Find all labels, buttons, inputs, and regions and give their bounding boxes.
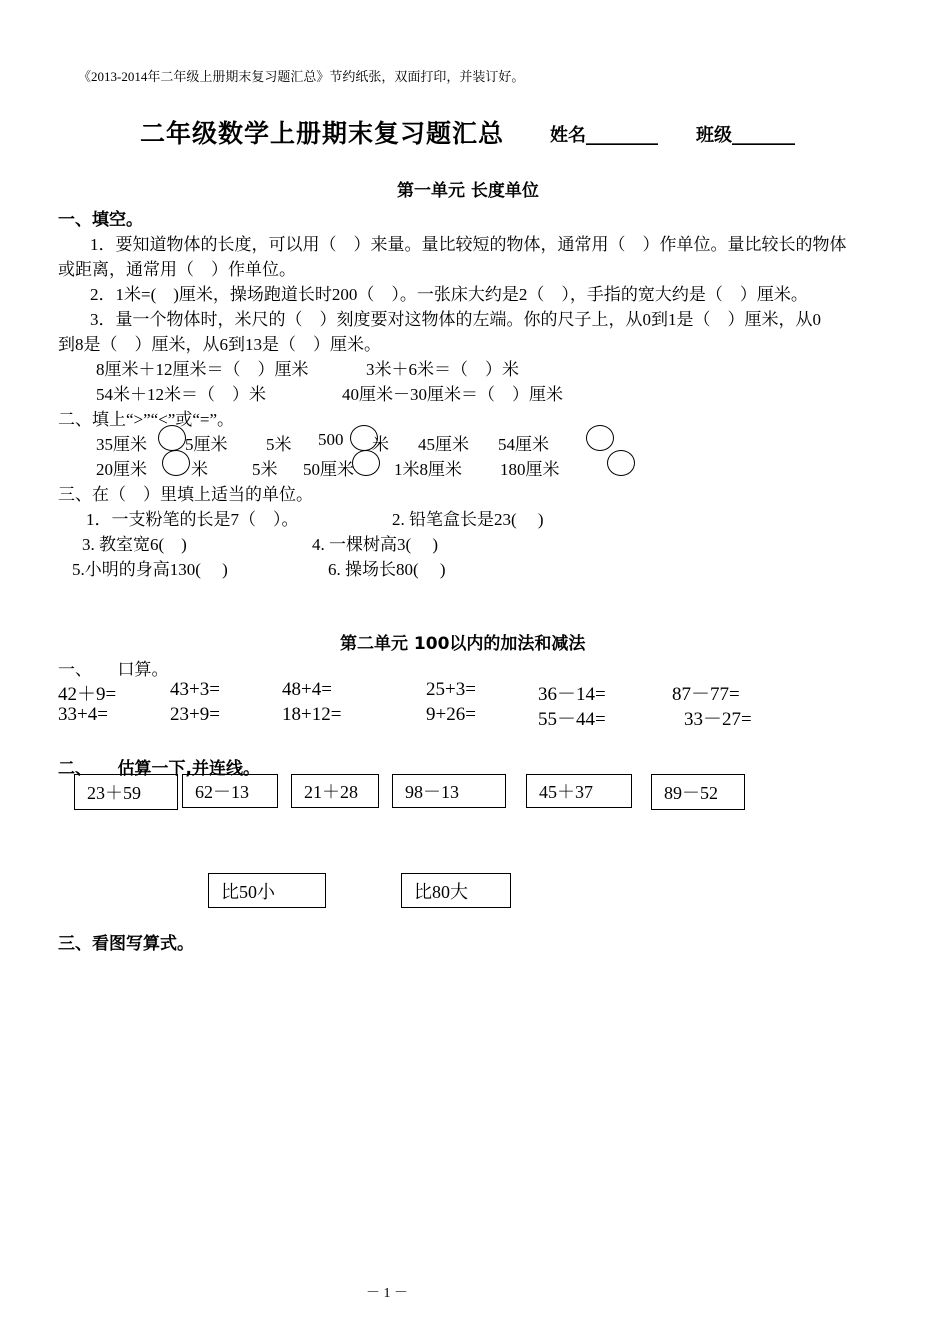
target-box[interactable]: 比80大 — [401, 873, 511, 908]
unit1-section2-heading: 二、填上“>”“<”或“=”。 — [58, 410, 235, 429]
compare-blank-circle[interactable] — [352, 450, 380, 476]
equation-1a: 8厘米＋12厘米＝（ ）厘米 — [96, 360, 309, 379]
class-field-label: 班级_______ — [696, 125, 795, 146]
oral-calc: 55－44= — [538, 709, 606, 730]
compare-item: 54厘米 — [498, 435, 549, 454]
compare-item: 1米8厘米 — [394, 460, 462, 479]
unit2-section2-heading: 二、 估算一下,并连线。 — [58, 759, 260, 779]
oral-calc: 87－77= — [672, 684, 740, 705]
unit2-title: 第二单元 100以内的加法和减法 — [340, 634, 586, 654]
compare-item: 45厘米 — [418, 435, 469, 454]
oral-calc: 43+3= — [170, 679, 220, 700]
estimate-box[interactable]: 89－52 — [651, 774, 745, 810]
compare-item: 5米 — [252, 460, 278, 479]
unit1-title: 第一单元 长度单位 — [397, 181, 539, 201]
fill-question: 5.小明的身高130( ) — [72, 560, 228, 579]
compare-item: 米 — [372, 435, 389, 454]
oral-calc: 36－14= — [538, 684, 606, 705]
equation-1b: 3米＋6米＝（ ）米 — [366, 360, 519, 379]
compare-item: 180厘米 — [500, 460, 560, 479]
compare-item: 5厘米 — [185, 435, 228, 454]
compare-item: 20厘米 — [96, 460, 147, 479]
compare-item: 50厘米 — [303, 460, 354, 479]
oral-calc: 33－27= — [684, 709, 752, 730]
compare-blank-circle[interactable] — [607, 450, 635, 476]
equation-2b: 40厘米－30厘米＝（ ）厘米 — [342, 385, 563, 404]
oral-calc: 33+4= — [58, 704, 108, 725]
compare-item: 5米 — [266, 435, 292, 454]
fill-question: 2. 铅笔盒长是23( ) — [392, 510, 544, 529]
unit1-section3-heading: 三、在（ ）里填上适当的单位。 — [58, 485, 313, 504]
compare-blank-circle[interactable] — [162, 450, 190, 476]
compare-blank-circle[interactable] — [586, 425, 614, 451]
compare-item: 米 — [191, 460, 208, 479]
page-number: － 1 － — [366, 1286, 408, 1301]
compare-item: 500 — [318, 430, 344, 449]
unit2-section1-heading: 一、 口算。 — [58, 660, 169, 679]
oral-calc: 25+3= — [426, 679, 476, 700]
oral-calc: 9+26= — [426, 704, 476, 725]
estimate-box[interactable]: 62－13 — [182, 774, 278, 808]
compare-item: 35厘米 — [96, 435, 147, 454]
fill-question: 6. 操场长80( ) — [328, 560, 446, 579]
question-3-line-1: 3．量一个物体时，米尺的（ ）刻度要对这物体的左端。你的尺子上，从0到1是（ ）厘米，从0 — [90, 310, 821, 329]
question-1-line-1: 1．要知道物体的长度，可以用（ ）来量。量比较短的物体，通常用（ ）作单位。量比较长的物体 — [90, 235, 847, 254]
fill-question: 3. 教室宽6( ) — [82, 535, 187, 554]
page-title: 二年级数学上册期末复习题汇总 — [140, 119, 505, 148]
estimate-box[interactable]: 23＋59 — [74, 774, 178, 810]
unit2-section3-heading: 三、看图写算式。 — [58, 934, 194, 954]
compare-blank-circle[interactable] — [158, 425, 186, 451]
unit1-section1-heading: 一、填空。 — [58, 210, 143, 230]
estimate-box[interactable]: 98－13 — [392, 774, 506, 808]
name-field-label: 姓名________ — [550, 125, 658, 146]
fill-question: 4. 一棵树高3( ) — [312, 535, 439, 554]
question-2: 2．1米=( )厘米，操场跑道长时200（ ）。一张床大约是2（ ），手指的宽大约是（ ）厘米。 — [90, 285, 808, 304]
oral-calc: 42＋9= — [58, 684, 117, 705]
header-note: 《2013-2014年二年级上册期末复习题汇总》节约纸张，双面打印，并装订好。 — [78, 69, 525, 84]
estimate-box[interactable]: 45＋37 — [526, 774, 632, 808]
oral-calc: 23+9= — [170, 704, 220, 725]
target-box[interactable]: 比50小 — [208, 873, 326, 908]
oral-calc: 18+12= — [282, 704, 342, 725]
question-3-line-2: 到8是（ ）厘米，从6到13是（ ）厘米。 — [58, 335, 381, 354]
question-1-line-2: 或距离，通常用（ ）作单位。 — [58, 260, 296, 279]
oral-calc: 48+4= — [282, 679, 332, 700]
equation-2a: 54米＋12米＝（ ）米 — [96, 385, 266, 404]
fill-question: 1．一支粉笔的长是7（ ）。 — [86, 510, 299, 529]
estimate-box[interactable]: 21＋28 — [291, 774, 379, 808]
